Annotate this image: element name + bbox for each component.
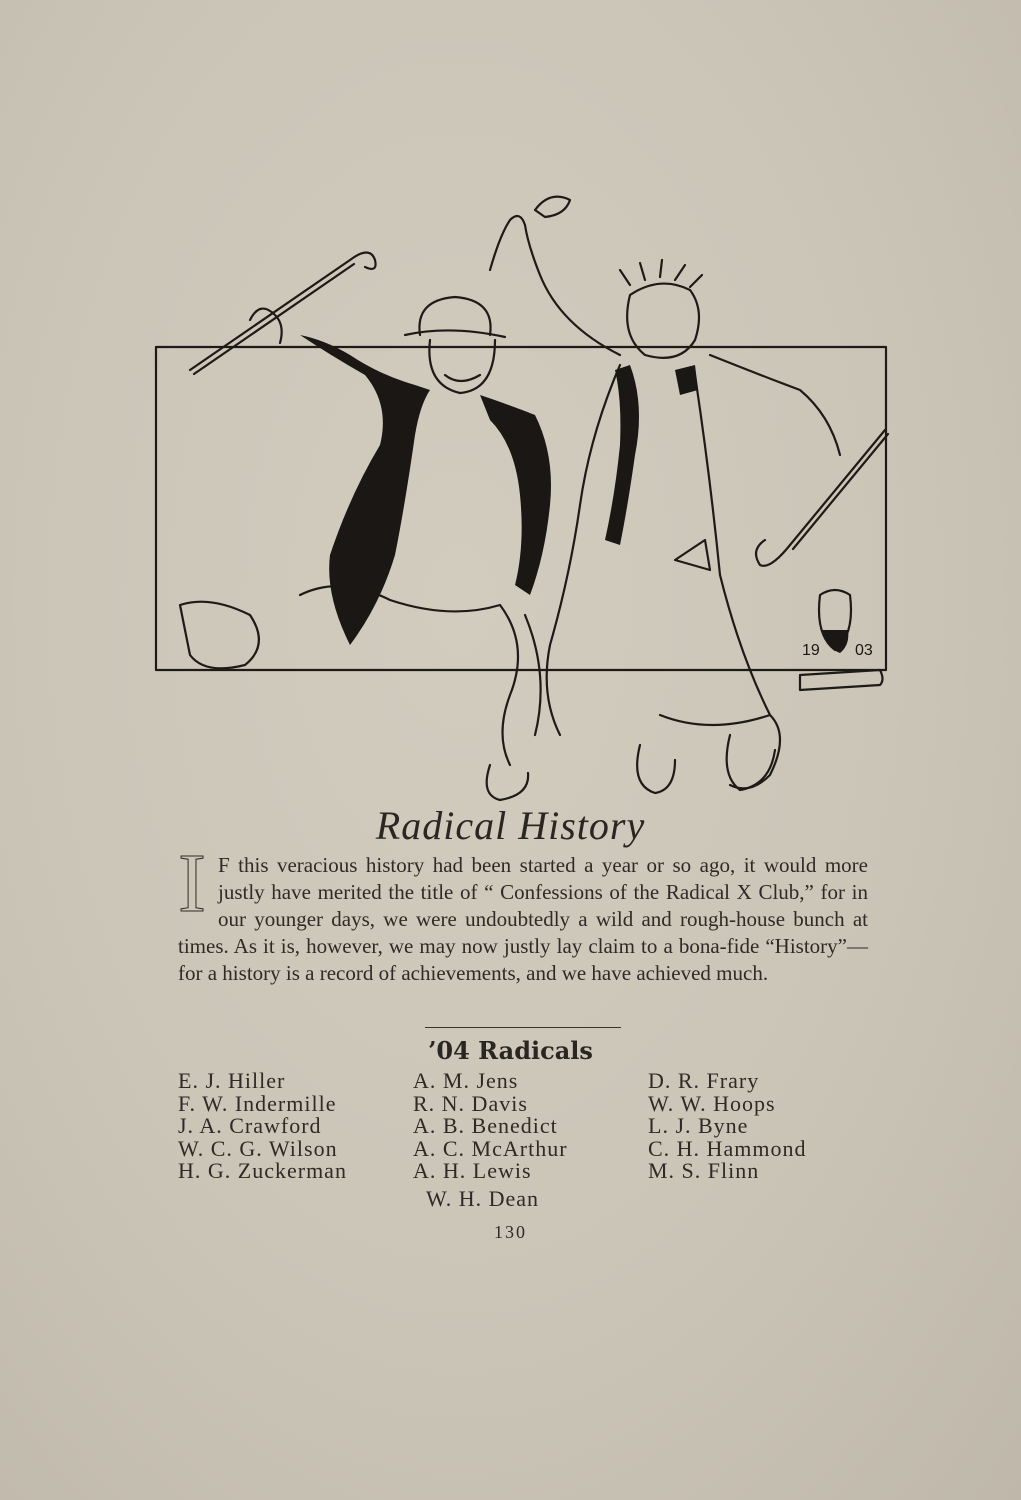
member-name: E. J. Hiller: [178, 1068, 286, 1093]
left-cane-icon: [190, 253, 376, 371]
member-name: A. M. Jens: [413, 1068, 519, 1093]
page-title: Radical History: [375, 803, 646, 848]
member-name: A. H. Lewis: [413, 1158, 532, 1183]
page-number: 130: [494, 1222, 527, 1242]
member-name: W. C. G. Wilson: [178, 1135, 338, 1161]
intro-paragraph: [178, 837, 868, 987]
member-name: W. W. Hoops: [648, 1090, 776, 1116]
member-name: H. G. Zuckerman: [178, 1158, 347, 1183]
left-coat: [300, 335, 430, 645]
intro-text: F this veracious history had been started a year or so ago, it would more justly have merited the title of “ Confessions of the Radical X Club,” for in our younger days, we were undoubtedly a wild and rough-house bunch at times. As it is, however, we may now justly lay claim to a bona-fide “History”—for a history is a record of achievements, and we have achieved much.: [178, 853, 868, 985]
section-title: ’04 Radicals: [428, 1036, 593, 1065]
right-cane-icon: [756, 430, 885, 566]
frame-box: [156, 347, 886, 670]
member-name: F. W. Indermille: [178, 1090, 337, 1116]
member-column-2: [413, 1070, 568, 1183]
member-column-3: [648, 1070, 806, 1183]
member-name: C. H. Hammond: [648, 1135, 807, 1161]
drop-cap: I: [178, 837, 206, 930]
member-name: A. B. Benedict: [413, 1113, 558, 1138]
member-name: J. A. Crawford: [178, 1113, 322, 1138]
left-shoe-icon: [180, 602, 259, 669]
member-name: R. N. Davis: [413, 1090, 528, 1116]
member-name: D. R. Frary: [648, 1068, 760, 1093]
right-hat-icon: [535, 197, 570, 217]
member-name: M. S. Flinn: [648, 1158, 760, 1183]
illustration: [150, 175, 895, 805]
member-column-1: [178, 1070, 347, 1183]
member-name: A. C. McArthur: [413, 1135, 568, 1161]
divider-rule: [425, 1027, 621, 1028]
member-name-extra: W. H. Dean: [426, 1186, 540, 1211]
left-hat-icon: [419, 297, 490, 335]
right-shoe-icon: [637, 745, 675, 793]
member-name: L. J. Byne: [648, 1113, 749, 1138]
svg-text:03: 03: [855, 642, 873, 659]
monogram-year: 19: [802, 642, 820, 659]
